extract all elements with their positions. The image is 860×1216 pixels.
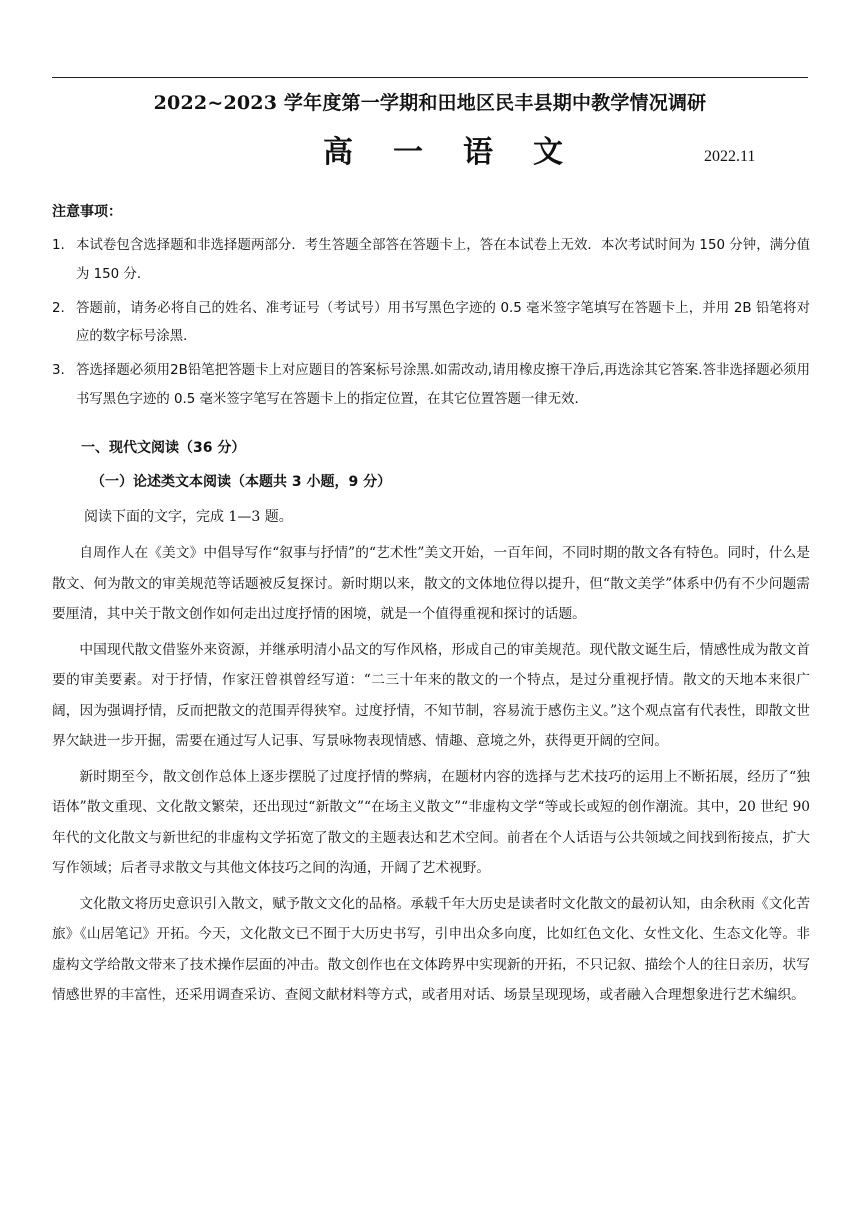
subject-char: 一 <box>393 135 423 170</box>
notice-item-text: 答选择题必须用2B铅笔把答题卡上对应题目的答案标号涂黑.如需改动,请用橡皮擦干净后,再选涂其它答案.答非选择题必须用书写黑色字迹的 0.5 毫米签字笔写在答题卡上的指定位置，在其它位置答题一律无效． <box>76 363 810 407</box>
notice-item-text: 本试卷包含选择题和非选择题两部分．考生答题全部答在答题卡上，答在本试卷上无效．本次考试时间为 150 分钟，满分值为 150 分． <box>76 238 810 282</box>
notice-list <box>52 232 810 420</box>
exam-date: 2022.11 <box>704 148 756 165</box>
notice-item <box>52 295 810 353</box>
article-paragraph: 自周作人在《美文》中倡导写作“叙事与抒情”的“艺术性”美文开始，一百年间，不同时期的散文各有特色。同时，什么是散文、何为散文的审美规范等话题被反复探讨。新时期以来，散文的文体地位得以提升，但“散文美学”体系中仍有不少问题需要厘清，其中关于散文创作如何走出过度抒情的困境，就是一个值得重视和探讨的话题。 <box>52 545 810 622</box>
subject-char: 文 <box>533 135 563 170</box>
notice-item-number: 3. <box>52 363 65 379</box>
reading-instruction: 阅读下面的文字，完成 1—3 题。 <box>84 509 293 525</box>
notice-item-number: 2. <box>52 300 65 316</box>
article-body <box>52 538 810 1016</box>
article-paragraph: 中国现代散文借鉴外来资源，并继承明清小品文的写作风格，形成自己的审美规范。现代散文诞生后，情感性成为散文首要的审美要素。对于抒情，作家汪曾祺曾经写道：“二三十年来的散文的一个特点，是过分重视抒情。散文的天地本来很广阔，因为强调抒情，反而把散文的范围弄得狭窄。过度抒情，不知节制，容易流于感伤主义。”这个观点富有代表性，即散文世界欠缺进一步开掘，需要在通过写人记事、写景咏物表现情感、情趣、意境之外，获得更开阔的空间。 <box>52 641 810 749</box>
subject-title <box>323 132 563 174</box>
exam-title: 2022~2023 学年度第一学期和田地区民丰县期中教学情况调研 <box>153 92 707 114</box>
notice-item-text: 答题前，请务必将自己的姓名、准考证号（考试号）用书写黑色字迹的 0.5 毫米签字笔填写在答题卡上，并用 2B 铅笔将对应的数字标号涂黑． <box>76 300 810 345</box>
subsection-title: （一）论述类文本阅读（本题共 3 小题，9 分） <box>91 474 392 490</box>
article-paragraph: 新时期至今，散文创作总体上逐步摆脱了过度抒情的弊病，在题材内容的选择与艺术技巧的运用上不断拓展，经历了“独语体”散文重现、文化散文繁荣，还出现过“新散文”“在场主义散文”“非虚构文学“等或长或短的创作潮流。其中，20 世纪 90 年代的文化散文与新世纪的非虚构文学拓宽了散文的主题表达和艺术空间。前者在个人话语与公共领域之间找到衔接点，扩大写作领域；后者寻求散文与其他文体技巧之间的沟通，开阔了艺术视野。 <box>52 768 810 876</box>
notice-item-number: 1. <box>52 238 65 253</box>
notice-heading: 注意事项： <box>52 204 122 220</box>
subject-char: 高 <box>323 135 353 170</box>
header-rule <box>52 77 808 78</box>
subject-char: 语 <box>463 135 493 170</box>
notice-item <box>52 357 810 415</box>
part-title: 一、现代文阅读（36 分） <box>81 440 246 456</box>
article-paragraph: 文化散文将历史意识引入散文，赋予散文文化的品格。承载千年大历史是读者时文化散文的最初认知，由余秋雨《文化苦旅》《山居笔记》开拓。今天，文化散文已不囿于大历史书写，引申出众多向度，比如红色文化、女性文化、生态文化等。非虚构文学给散文带来了技术操作层面的冲击。散文创作也在文体跨界中实现新的开拓，不只记叙、描绘个人的往日亲历，状写情感世界的丰富性，还采用调查采访、查阅文献材料等方式，或者用对话、场景呈现现场，或者融入合理想象进行艺术编织。 <box>52 895 810 1003</box>
notice-item <box>52 232 810 290</box>
